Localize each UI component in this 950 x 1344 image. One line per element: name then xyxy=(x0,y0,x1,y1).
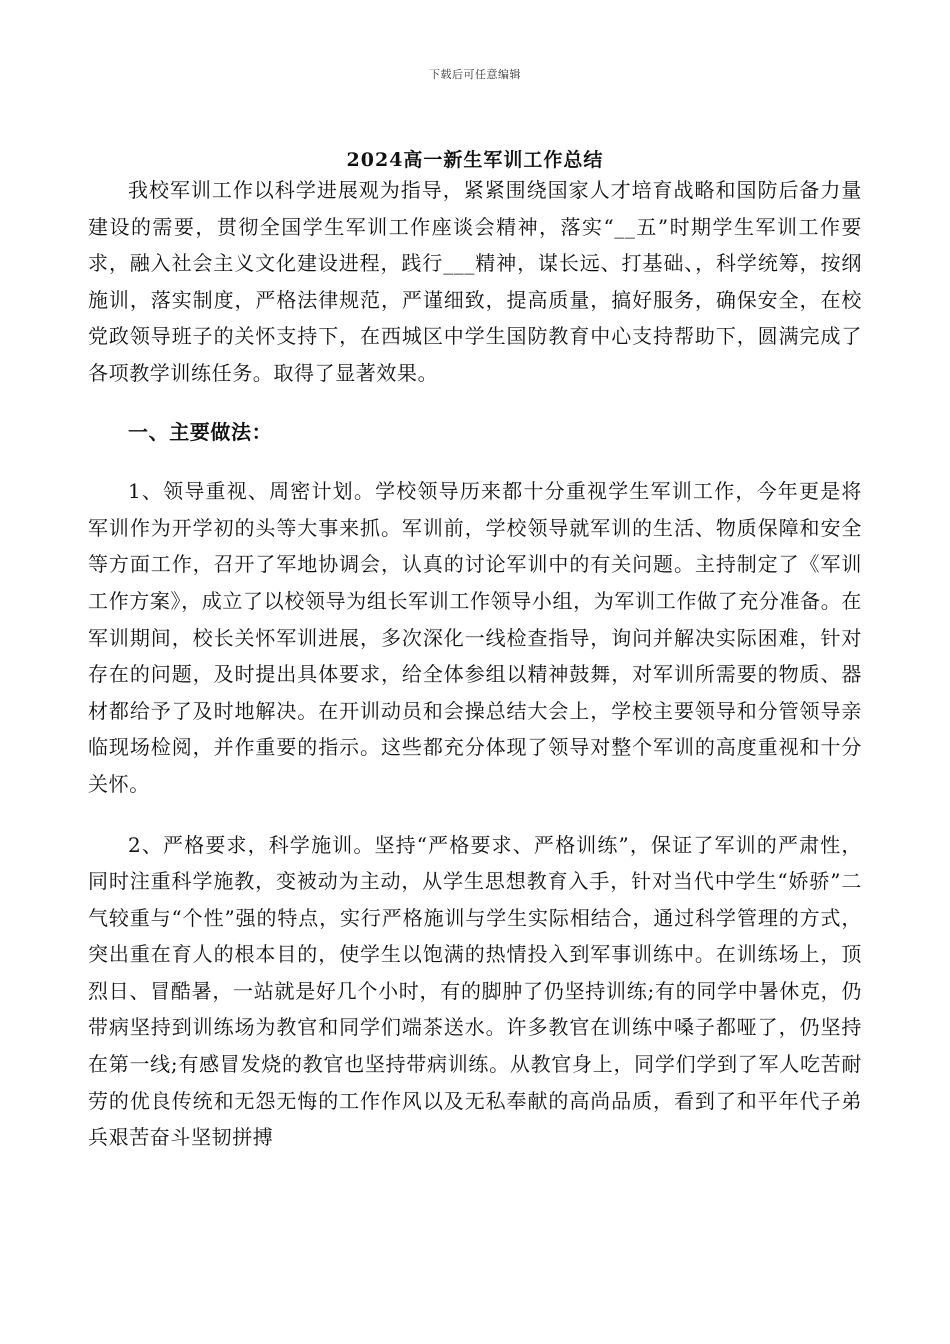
item-2-paragraph: 2、严格要求，科学施训。坚持“严格要求、严格训练”，保证了军训的严肃性，同时注重科学施教，变被动为主动，从学生思想教育入手，针对当代中学生“娇骄”二气较重与“个性”强的特点，实行严格施训与学生实际相结合，通过科学管理的方式，突出重在育人的根本目的，使学生以饱满的热情投入到军事训练中。在训练场上，顶烈日、冒酷暑，一站就是好几个小时，有的脚肿了仍坚持训练;有的同学中暑休克，仍带病坚持到训练场为教官和同学们端茶送水。许多教官在训练中嗓子都哑了，仍坚持在第一线;有感冒发烧的教官也坚持带病训练。从教官身上，同学们学到了军人吃苦耐劳的优良传统和无怨无悔的工作作风以及无私奉献的高尚品质，看到了和平年代子弟兵艰苦奋斗坚韧拼搏 xyxy=(88,832,862,1150)
intro-paragraph: 我校军训工作以科学进展观为指导，紧紧围绕国家人才培育战略和国防后备力量建设的需要，贯彻全国学生军训工作座谈会精神，落实“__五”时期学生军训工作要求，融入社会主义文化建设进程，践行___精神，谋长远、打基础、，科学统筹，按纲施训，落实制度，严格法律规范，严谨细致，提高质量，搞好服务，确保安全，在校党政领导班子的关怀支持下，在西城区中学生国防教育中心支持帮助下，圆满完成了各项教学训练任务。取得了显著效果。 xyxy=(88,178,862,385)
section-heading: 一、主要做法： xyxy=(128,419,273,444)
document-title: 2024高一新生军训工作总结 xyxy=(346,149,604,171)
document-body xyxy=(88,170,862,1156)
item-1-paragraph: 1、领导重视、周密计划。学校领导历来都十分重视学生军训工作，今年更是将军训作为开学初的头等大事来抓。军训前，学校领导就军训的生活、物质保障和安全等方面工作，召开了军地协调会，认真的讨论军训中的有关问题。主持制定了《军训工作方案》，成立了以校领导为组长军训工作领导小组，为军训工作做了充分准备。在军训期间，校长关怀军训进展，多次深化一线检查指导，询问并解决实际困难，针对存在的问题，及时提出具体要求，给全体参组以精神鼓舞，对军训所需要的物质、器材都给予了及时地解决。在开训动员和会操总结大会上，学校主要领导和分管领导亲临现场检阅，并作重要的指示。这些都充分体现了领导对整个军训的高度重视和十分关怀。 xyxy=(88,479,862,796)
header-note: 下载后可任意编辑 xyxy=(429,68,521,81)
